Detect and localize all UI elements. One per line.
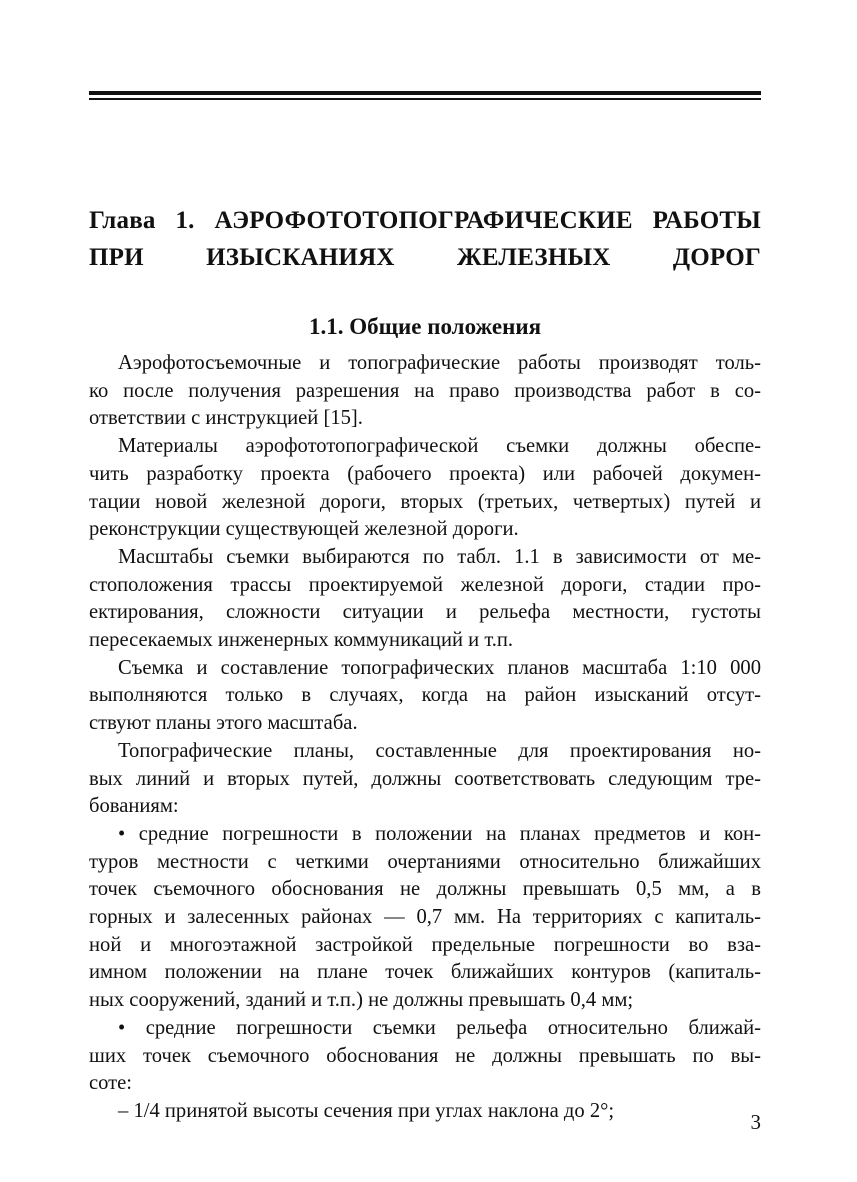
bullet-paragraph	[89, 1015, 761, 1098]
text-line: • средние погрешности в положении на планах предметов и кон-	[118, 822, 761, 845]
text-line: выполняются только в случаях, когда на район изысканий отсут-	[89, 684, 761, 707]
paragraph	[89, 433, 761, 544]
text-line: бованиям:	[89, 795, 179, 818]
text-line: имном положении на плане точек ближайших контуров (капиталь-	[89, 961, 761, 984]
text-line: Съемка и составление топографических планов масштаба 1:10 000	[118, 656, 761, 679]
section-title: 1.1. Общие положения	[308, 314, 542, 339]
text-line: Аэрофотосъемочные и топографические работы производят толь-	[118, 352, 761, 374]
header-rule-thick	[89, 91, 761, 95]
text-line: ответствии с инструкцией [15].	[89, 407, 363, 430]
text-line: вых линий и вторых путей, должны соответствовать следующим тре-	[89, 767, 761, 790]
body-text	[89, 350, 761, 1126]
dash-paragraph	[89, 1098, 761, 1126]
text-line: горных и залесенных районах — 0,7 мм. На территориях с капиталь-	[89, 906, 761, 929]
paragraph	[89, 350, 761, 433]
text-line: ектирования, сложности ситуации и рельефа местности, густоты	[89, 601, 761, 624]
text-line: Материалы аэрофототопографической съемки должны обеспе-	[118, 435, 761, 458]
text-line: Масштабы съемки выбираются по табл. 1.1 в зависимости от ме-	[118, 545, 761, 568]
page-number: 3	[750, 1110, 761, 1134]
chapter-title-line: ПРИ ИЗЫСКАНИЯХ ЖЕЛЕЗНЫХ ДОРОГ	[89, 244, 761, 271]
text-line: ших точек съемочного обоснования не должны превышать по вы-	[89, 1044, 761, 1067]
header-rule-thin	[89, 98, 761, 100]
paragraph	[89, 544, 761, 655]
paragraph	[89, 655, 761, 738]
text-line: ных сооружений, зданий и т.п.) не должны превышать 0,4 мм;	[89, 989, 634, 1012]
text-line: Топографические планы, составленные для проектирования но-	[118, 739, 761, 762]
text-line: реконструкции существующей железной дороги.	[89, 518, 519, 541]
bullet-paragraph	[89, 821, 761, 1015]
text-line: • средние погрешности съемки рельефа относительно ближай-	[118, 1016, 761, 1039]
paragraph	[89, 738, 761, 821]
text-line: ной и многоэтажной застройкой предельные погрешности во вза-	[89, 933, 761, 956]
text-line: ствуют планы этого масштаба.	[89, 712, 358, 735]
text-line: соте:	[89, 1072, 133, 1095]
text-line: точек съемочного обоснования не должны превышать 0,5 мм, а в	[89, 878, 761, 901]
chapter-title-line: Глава 1. АЭРОФОТОТОПОГРАФИЧЕСКИЕ РАБОТЫ	[89, 207, 761, 234]
text-line: стоположения трассы проектируемой железной дороги, стадии про-	[89, 573, 761, 596]
text-line: туров местности с четкими очертаниями относительно ближайших	[89, 850, 761, 873]
chapter-title	[89, 202, 761, 276]
text-line: – 1/4 принятой высоты сечения при углах наклона до 2°;	[118, 1099, 615, 1122]
text-line: чить разработку проекта (рабочего проекта) или рабочей докумен-	[89, 462, 761, 485]
text-line: пересекаемых инженерных коммуникаций и т.п.	[89, 629, 514, 652]
text-line: ко после получения разрешения на право производства работ в со-	[89, 379, 761, 402]
text-line: тации новой железной дороги, вторых (третьих, четвертых) путей и	[89, 490, 761, 513]
